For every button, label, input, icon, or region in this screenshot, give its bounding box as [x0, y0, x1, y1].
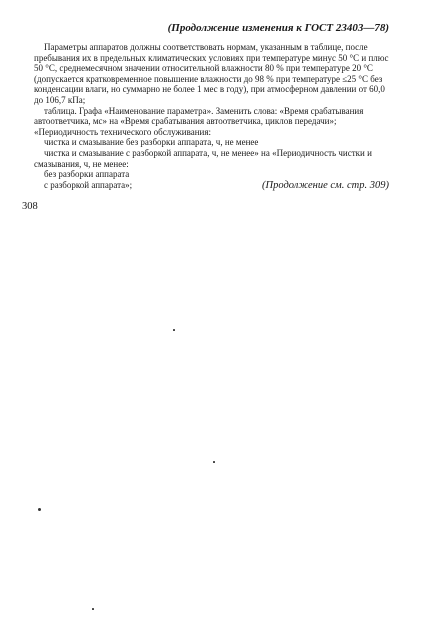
- continuation-note: (Продолжение см. стр. 309): [262, 180, 389, 191]
- scan-speck: [173, 329, 175, 331]
- scan-speck: [213, 461, 215, 463]
- body-text: [34, 42, 390, 190]
- paragraph-parameters: Параметры аппаратов должны соответствовать нормам, указанным в таблице, после пребывания их в предельных климатических условиях при температуре минус 50 °C и плюс 50 °C, среднемесячном значении относительной влажности 80 % при температуре 20 °C (допускается кратковременное повышение влажности до 98 % при температуре ≤25 °C без конденсации влаги, но суммарно не более 1 мес в году), при атмосферном давлении от 60,0 до 106,7 кПа;: [34, 42, 389, 105]
- scan-speck: [38, 508, 41, 511]
- paragraph-with-disassembly: с разборкой аппарата»;: [44, 179, 133, 190]
- paragraph-table-change: таблица. Графа «Наименование параметра». Заменить слова: «Время срабатывания автоответчика, мс» на «Время срабатывания автоответчика, циклов передачи»; «Периодичность технического обслуживания:: [34, 105, 364, 137]
- paragraph-cleaning-with-disassembly: чистка и смазывание с разборкой аппарата, ч, не менее» на «Периодичность чистки и смазывания, ч, не менее:: [34, 147, 372, 169]
- page-number: 308: [22, 201, 38, 212]
- running-header: (Продолжение изменения к ГОСТ 23403—78): [167, 22, 389, 34]
- paragraph-without-disassembly: без разборки аппарата: [44, 169, 130, 180]
- paragraph-cleaning-without-disassembly: чистка и смазывание без разборки аппарата, ч, не менее: [44, 137, 259, 148]
- scan-speck: [92, 608, 94, 610]
